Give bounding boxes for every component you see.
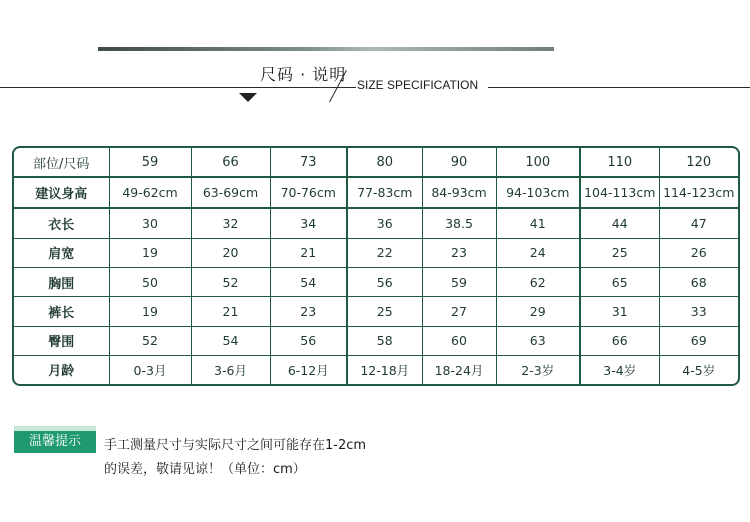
header-cell: 部位/尺码 bbox=[14, 148, 109, 177]
table-cell: 47 bbox=[659, 208, 738, 238]
table-cell: 38.5 bbox=[422, 208, 496, 238]
header-cell: 110 bbox=[580, 148, 659, 177]
header-cell: 80 bbox=[347, 148, 422, 177]
table-header-row bbox=[14, 148, 738, 177]
table-cell: 66 bbox=[580, 326, 659, 355]
table-cell: 63-69cm bbox=[191, 177, 270, 208]
table-cell: 49-62cm bbox=[109, 177, 191, 208]
table-row bbox=[14, 177, 738, 208]
table-cell: 59 bbox=[422, 267, 496, 296]
row-label: 肩宽 bbox=[14, 238, 109, 267]
table-cell: 77-83cm bbox=[347, 177, 422, 208]
table-cell: 23 bbox=[270, 297, 347, 326]
table-cell: 63 bbox=[496, 326, 580, 355]
header-cell: 100 bbox=[496, 148, 580, 177]
header-cell: 120 bbox=[659, 148, 738, 177]
table-cell: 52 bbox=[109, 326, 191, 355]
table-cell: 32 bbox=[191, 208, 270, 238]
table-cell: 69 bbox=[659, 326, 738, 355]
table-cell: 70-76cm bbox=[270, 177, 347, 208]
table-cell: 19 bbox=[109, 238, 191, 267]
decorative-bar bbox=[98, 47, 554, 51]
table-cell: 62 bbox=[496, 267, 580, 296]
table-cell: 23 bbox=[422, 238, 496, 267]
table-cell: 3-4岁 bbox=[580, 355, 659, 384]
table-cell: 65 bbox=[580, 267, 659, 296]
row-label: 胸围 bbox=[14, 267, 109, 296]
row-label: 裤长 bbox=[14, 297, 109, 326]
table-cell: 30 bbox=[109, 208, 191, 238]
tip-text-line-2: 的误差，敬请见谅！（单位：cm） bbox=[104, 462, 306, 477]
table-row bbox=[14, 238, 738, 267]
table-cell: 27 bbox=[422, 297, 496, 326]
table-cell: 50 bbox=[109, 267, 191, 296]
table-row bbox=[14, 297, 738, 326]
table-row bbox=[14, 326, 738, 355]
table-cell: 20 bbox=[191, 238, 270, 267]
table-row bbox=[14, 355, 738, 384]
table-cell: 94-103cm bbox=[496, 177, 580, 208]
table-cell: 21 bbox=[191, 297, 270, 326]
table-cell: 19 bbox=[109, 297, 191, 326]
table-cell: 54 bbox=[191, 326, 270, 355]
table-cell: 2-3岁 bbox=[496, 355, 580, 384]
table-cell: 41 bbox=[496, 208, 580, 238]
header-cell: 66 bbox=[191, 148, 270, 177]
table-cell: 84-93cm bbox=[422, 177, 496, 208]
row-label: 臀围 bbox=[14, 326, 109, 355]
tip-badge: 温馨提示 bbox=[14, 431, 96, 453]
table-cell: 26 bbox=[659, 238, 738, 267]
header-cell: 73 bbox=[270, 148, 347, 177]
table-cell: 36 bbox=[347, 208, 422, 238]
table-cell: 56 bbox=[347, 267, 422, 296]
section-title-cn: 尺码 · 说明 bbox=[260, 65, 347, 84]
table-cell: 34 bbox=[270, 208, 347, 238]
section-title-en: SIZE SPECIFICATION bbox=[357, 78, 479, 92]
triangle-marker-icon bbox=[239, 93, 257, 102]
table-cell: 68 bbox=[659, 267, 738, 296]
row-label: 建议身高 bbox=[14, 177, 109, 208]
table-cell: 21 bbox=[270, 238, 347, 267]
table-cell: 60 bbox=[422, 326, 496, 355]
header-rule-left bbox=[0, 87, 356, 88]
table-cell: 4-5岁 bbox=[682, 362, 716, 378]
table-cell: 12-18月 bbox=[347, 355, 422, 384]
table-cell: 22 bbox=[347, 238, 422, 267]
table-cell: 31 bbox=[580, 297, 659, 326]
row-label: 衣长 bbox=[14, 208, 109, 238]
table-cell: 52 bbox=[191, 267, 270, 296]
tip-text-line-1: 手工测量尺寸与实际尺寸之间可能存在1-2cm bbox=[104, 438, 367, 453]
table-cell: 3-6月 bbox=[191, 355, 270, 384]
header-cell: 59 bbox=[109, 148, 191, 177]
table-cell: 25 bbox=[580, 238, 659, 267]
table-row bbox=[14, 208, 738, 238]
row-label: 月龄 bbox=[14, 355, 109, 384]
header-rule-right bbox=[488, 87, 750, 88]
table-cell: 0-3月 bbox=[109, 355, 191, 384]
table-cell: 24 bbox=[496, 238, 580, 267]
table-cell: 25 bbox=[347, 297, 422, 326]
table-cell: 56 bbox=[270, 326, 347, 355]
table-cell: 44 bbox=[580, 208, 659, 238]
table-row bbox=[14, 267, 738, 296]
table-cell: 54 bbox=[270, 267, 347, 296]
table-cell: 104-113cm bbox=[580, 177, 659, 208]
table-cell: 114-123cm bbox=[659, 177, 738, 208]
table-cell: 18-24月 bbox=[422, 355, 496, 384]
table-cell: 6-12月 bbox=[270, 355, 347, 384]
table-cell: 33 bbox=[659, 297, 738, 326]
header-cell: 90 bbox=[422, 148, 496, 177]
table-cell: 29 bbox=[496, 297, 580, 326]
table-cell: 58 bbox=[347, 326, 422, 355]
size-table bbox=[12, 146, 740, 386]
